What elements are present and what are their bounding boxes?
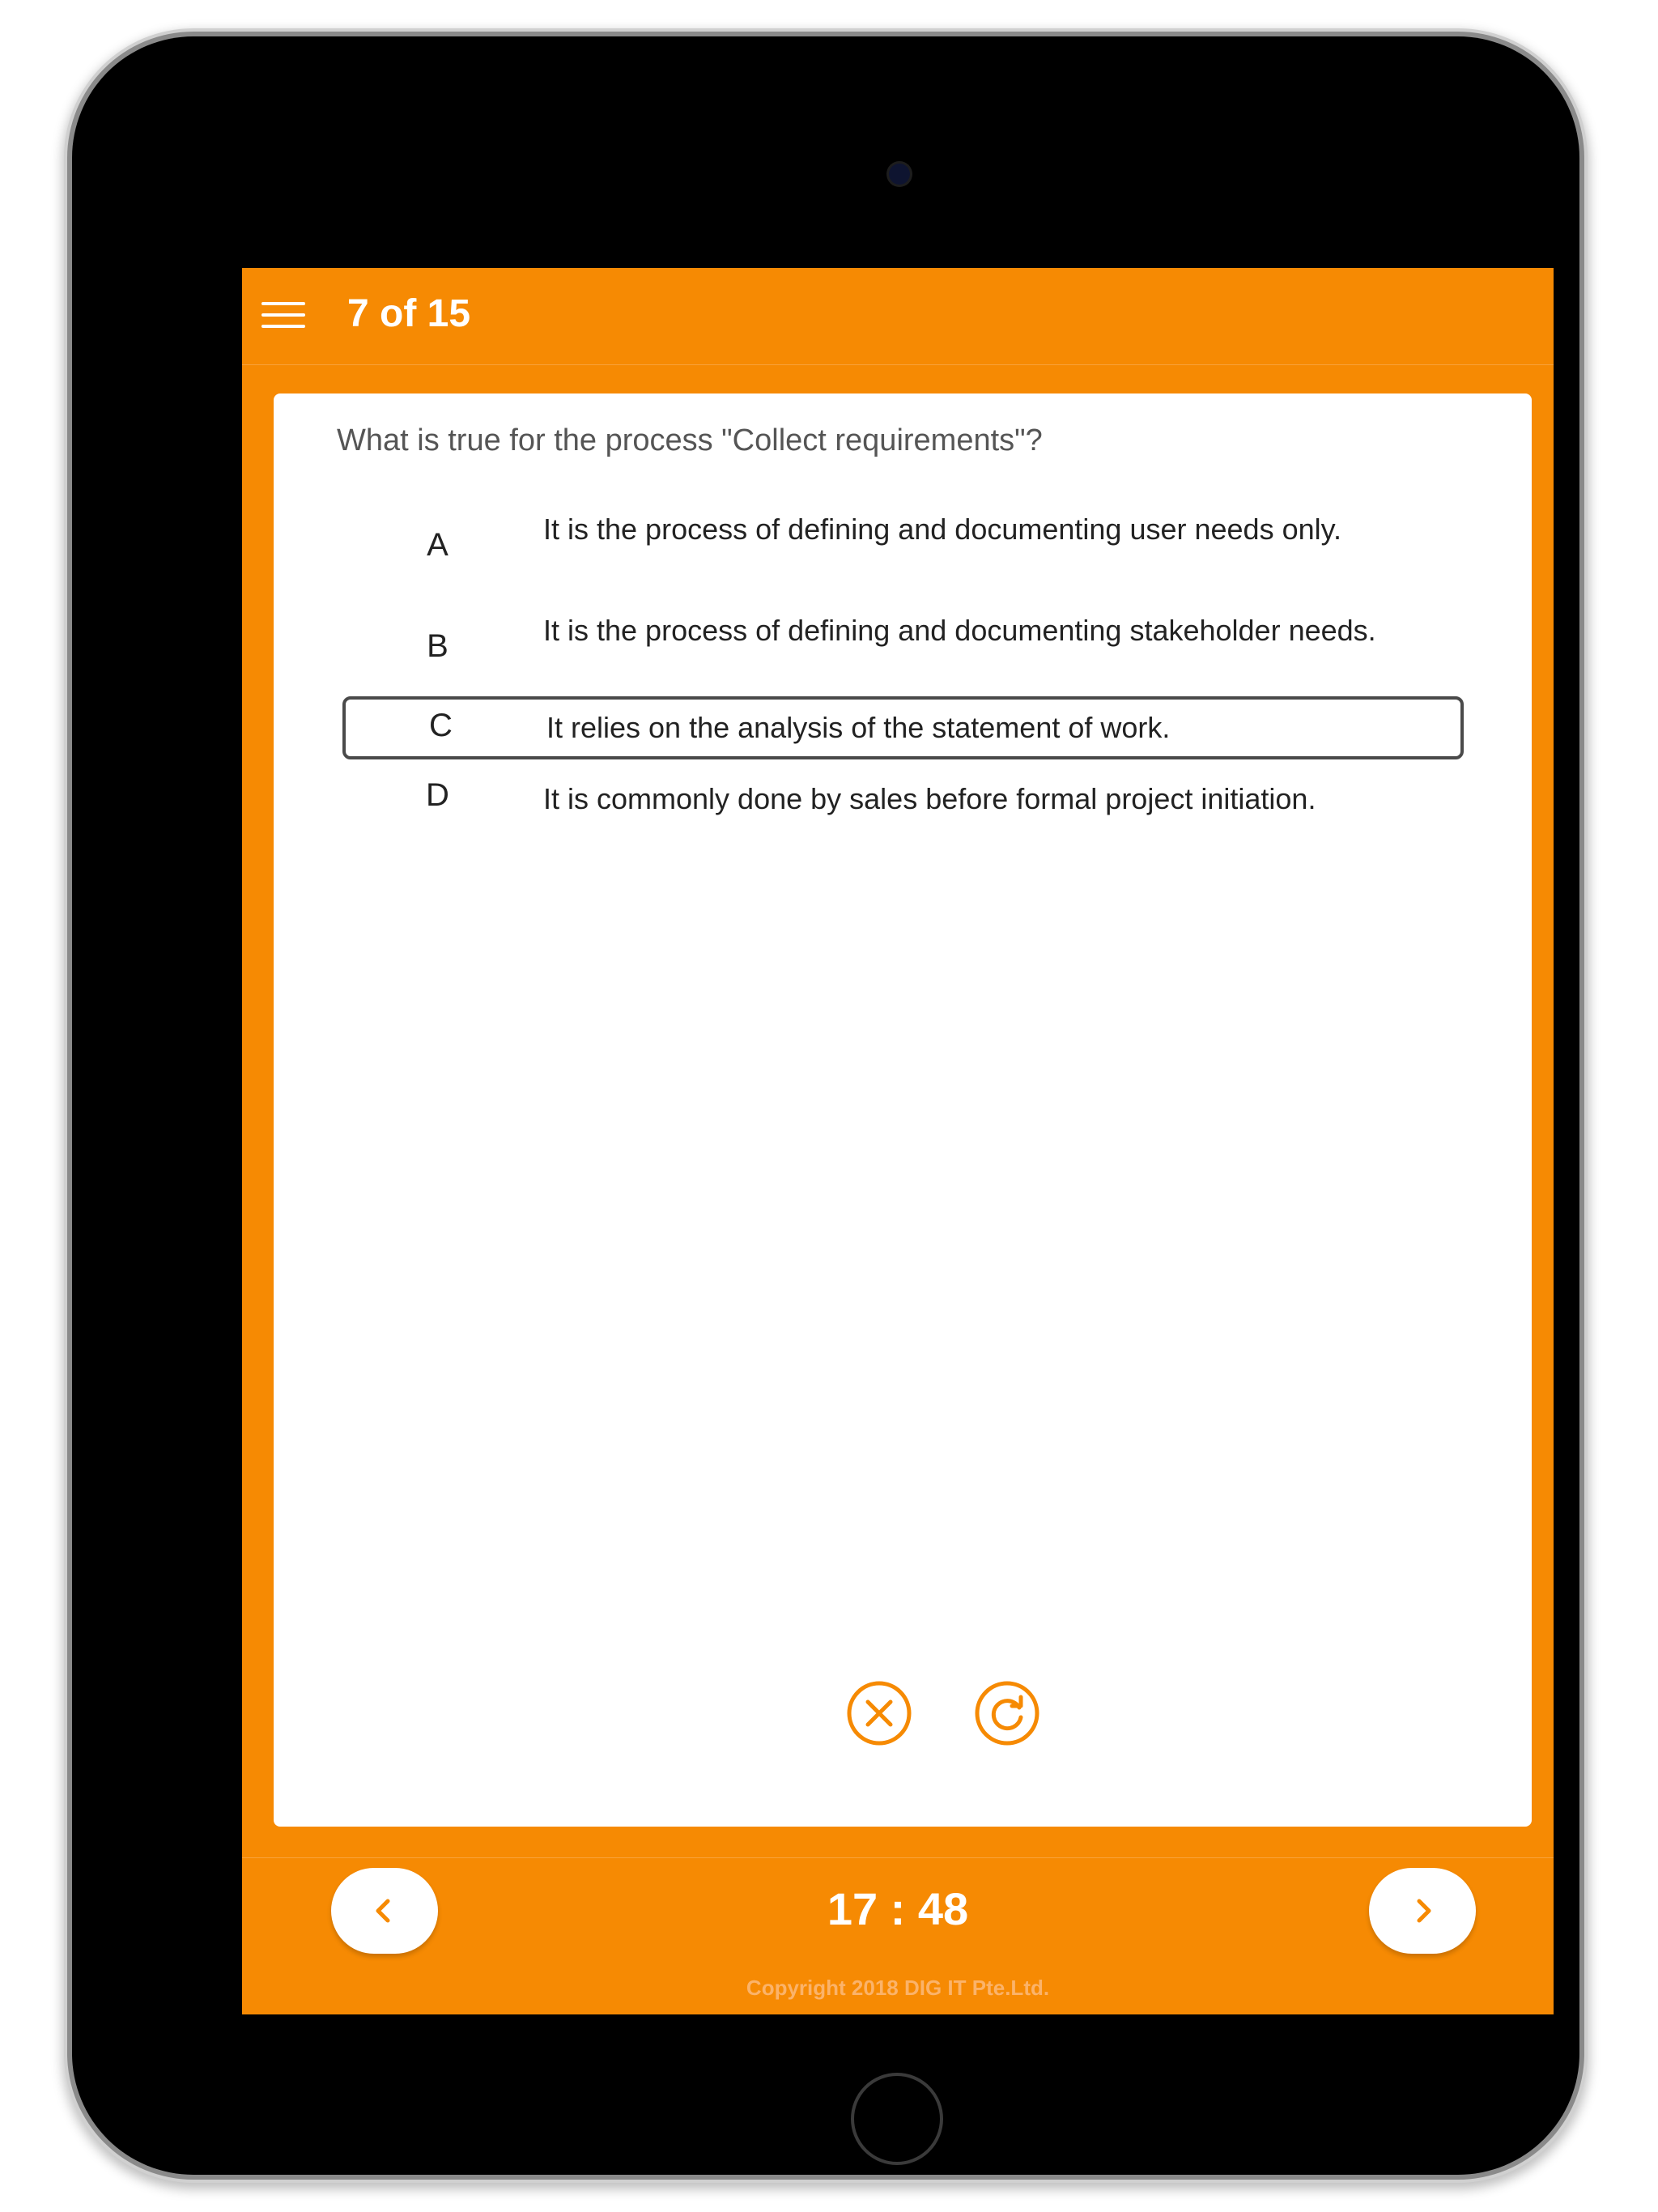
answer-option-d[interactable] [342,774,1464,831]
option-text: It is commonly done by sales before formal project initiation. [543,782,1316,815]
countdown-timer: 17 : 48 [827,1883,969,1934]
answer-option-a[interactable] [342,511,1464,584]
home-button[interactable] [851,2073,943,2165]
app-header [242,268,1554,365]
app-screen [242,268,1554,2014]
answer-option-c[interactable] [342,696,1464,759]
refresh-circle-icon[interactable] [975,1681,1039,1746]
option-text: It relies on the analysis of the statement of work. [546,711,1171,744]
answer-option-b[interactable] [342,612,1464,685]
close-circle-icon[interactable] [847,1681,912,1746]
tablet-device-frame [72,36,1579,2175]
question-card [274,393,1532,1827]
option-letter: C [429,708,453,743]
next-question-button[interactable] [1369,1868,1476,1954]
question-text: What is true for the process "Collect requirements"? [337,423,1043,457]
option-text: It is the process of defining and documenting user needs only. [543,513,1341,546]
copyright-text: Copyright 2018 DIG IT Pte.Ltd. [746,1976,1050,2000]
app-footer [242,1857,1554,2014]
option-text: It is the process of defining and documenting stakeholder needs. [543,614,1376,647]
option-letter: A [427,527,449,563]
front-camera [889,164,910,185]
option-letter: D [426,777,449,813]
hamburger-menu-icon[interactable] [261,300,305,330]
option-letter: B [427,628,449,664]
question-counter: 7 of 15 [347,292,471,335]
chevron-right-icon [1406,1895,1439,1927]
